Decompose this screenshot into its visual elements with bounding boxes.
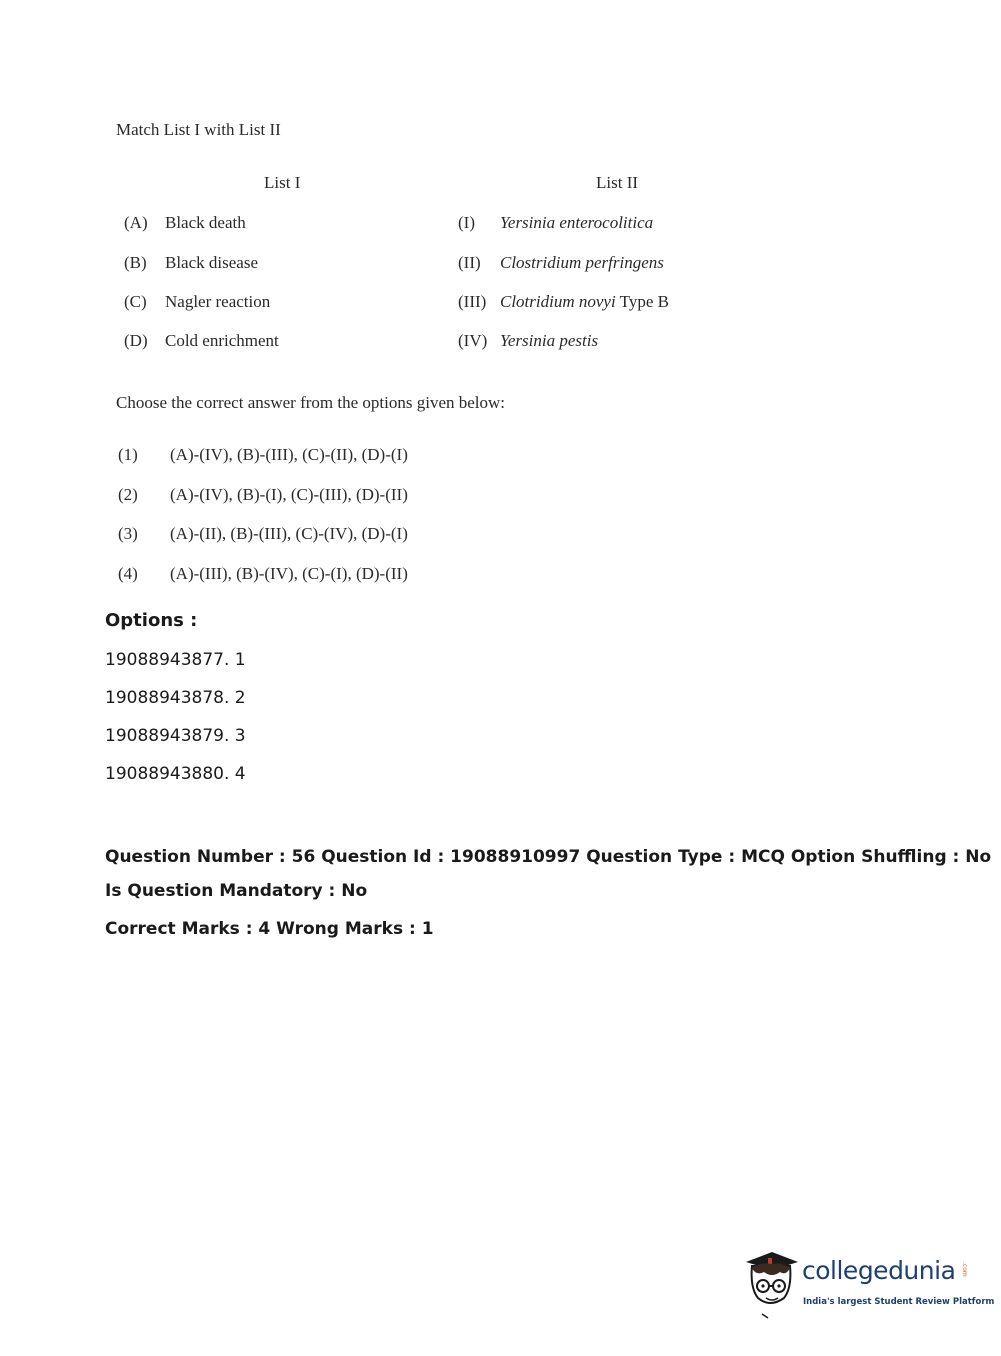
list-2-code: (II)	[458, 253, 481, 272]
logo-tagline: India's largest Student Review Platform	[803, 1297, 995, 1307]
answer-option	[0, 524, 1001, 554]
answer-option-number: (2)	[118, 485, 138, 504]
list-1-item: Black death	[165, 213, 246, 232]
question-intro: Match List I with List II	[116, 120, 281, 139]
answer-option-number: (1)	[118, 445, 138, 464]
list-1-code: (D)	[124, 331, 148, 350]
list-2-item: Yersinia enterocolitica	[500, 213, 654, 232]
match-row	[0, 292, 1001, 322]
list-2-heading: List II	[596, 173, 639, 192]
answer-option-text: (A)-(IV), (B)-(III), (C)-(II), (D)-(I)	[170, 445, 408, 464]
match-row	[0, 213, 1001, 243]
mascot-icon	[742, 1248, 802, 1320]
question-marks: Correct Marks : 4 Wrong Marks : 1	[105, 919, 434, 939]
option-id: 19088943879. 3	[105, 726, 246, 746]
question-meta-line: Question Number : 56 Question Id : 19088910997 Question Type : MCQ Option Shuffling : No	[105, 847, 992, 867]
logo-wordmark: collegedunia	[802, 1256, 956, 1285]
option-id: 19088943877. 1	[105, 650, 246, 670]
list-2-code: (IV)	[458, 331, 488, 350]
answer-option	[0, 445, 1001, 475]
answer-option-text: (A)-(III), (B)-(IV), (C)-(I), (D)-(II)	[170, 564, 408, 583]
list-1-item: Black disease	[165, 253, 258, 272]
match-row	[0, 331, 1001, 361]
logo-domain-suffix: .com	[961, 1262, 968, 1277]
answer-option-text: (A)-(IV), (B)-(I), (C)-(III), (D)-(II)	[170, 485, 408, 504]
list-1-code: (B)	[124, 253, 147, 272]
list-2-code: (I)	[458, 213, 475, 232]
list-2-item: Clotridium novyi Type B	[500, 292, 669, 311]
list-2-item: Clostridium perfringens	[500, 253, 664, 272]
list-1-heading: List I	[264, 173, 301, 192]
option-id: 19088943880. 4	[105, 764, 246, 784]
list-1-code: (A)	[124, 213, 148, 232]
list-1-item: Nagler reaction	[165, 292, 271, 311]
answer-option	[0, 485, 1001, 515]
answer-option-number: (3)	[118, 524, 138, 543]
answer-option-number: (4)	[118, 564, 138, 583]
choose-instruction: Choose the correct answer from the options given below:	[116, 393, 506, 412]
list-1-item: Cold enrichment	[165, 331, 279, 350]
answer-option-text: (A)-(II), (B)-(III), (C)-(IV), (D)-(I)	[170, 524, 408, 543]
list-1-code: (C)	[124, 292, 147, 311]
list-2-code: (III)	[458, 292, 487, 311]
list-2-item: Yersinia pestis	[500, 331, 599, 350]
answer-option	[0, 564, 1001, 594]
options-label: Options :	[105, 610, 198, 631]
option-id: 19088943878. 2	[105, 688, 246, 708]
question-mandatory: Is Question Mandatory : No	[105, 881, 368, 901]
match-row	[0, 253, 1001, 283]
collegedunia-logo	[742, 1248, 995, 1320]
